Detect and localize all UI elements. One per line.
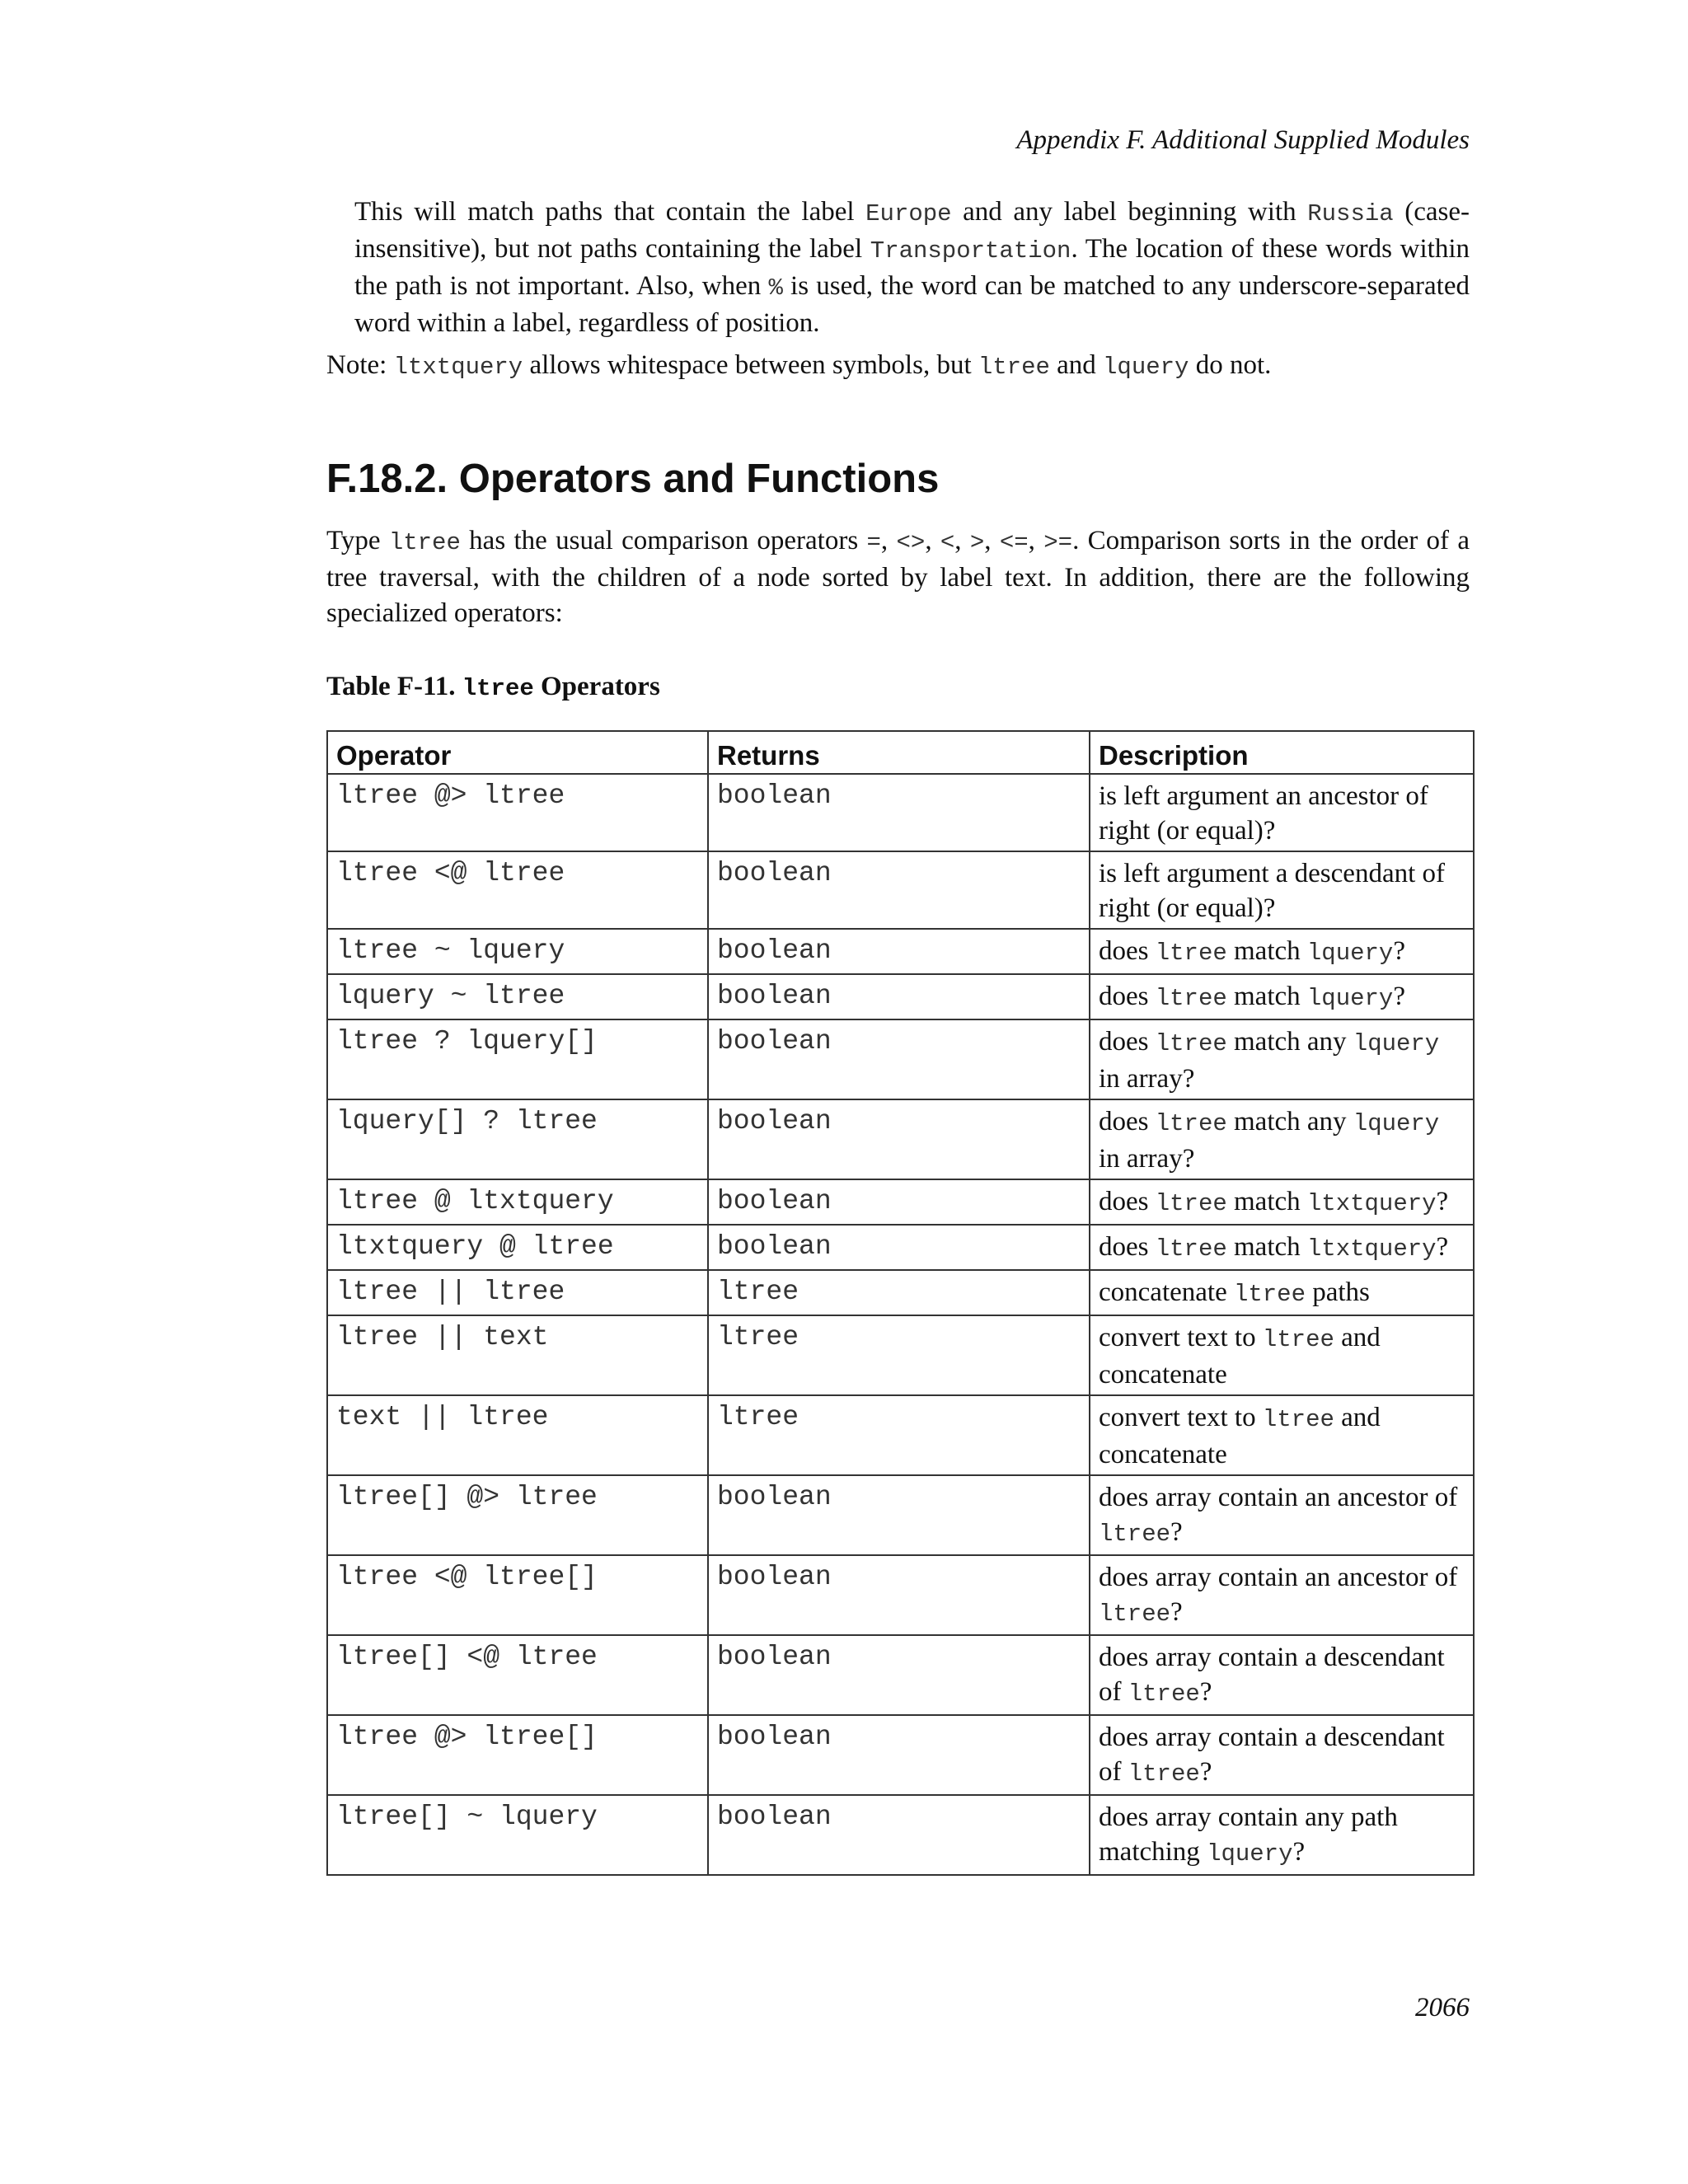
text-span: match any: [1226, 1027, 1353, 1057]
returns-cell: ltree: [708, 1315, 1090, 1395]
text-span: does array contain a descendant of: [1099, 1722, 1445, 1787]
code-span: ltree: [978, 354, 1050, 381]
text-span: ,: [925, 526, 940, 555]
operator-cell: ltree[] @> ltree: [327, 1475, 708, 1555]
text-span: ,: [880, 526, 897, 555]
code-span: %: [768, 274, 783, 302]
text-span: and any label beginning with: [951, 197, 1308, 227]
operator-cell: text || ltree: [327, 1395, 708, 1475]
column-header-returns: Returns: [708, 731, 1090, 774]
description-cell: [1090, 1395, 1474, 1475]
code-span: lquery: [1306, 940, 1394, 967]
text-span: ?: [1393, 936, 1405, 966]
text-span: match: [1226, 982, 1307, 1011]
text-span: Note:: [326, 350, 394, 380]
text-span: match: [1226, 1187, 1307, 1216]
table-row: [327, 774, 1474, 851]
text-span: does: [1099, 1232, 1156, 1262]
table-row: [327, 1019, 1474, 1099]
operator-cell: ltree || text: [327, 1315, 708, 1395]
description-cell: [1090, 1225, 1474, 1270]
table-title-prefix: Table F-11.: [326, 672, 462, 701]
table-header-row: [327, 731, 1474, 774]
table-row: [327, 1315, 1474, 1395]
text-span: ,: [984, 526, 1000, 555]
text-span: does: [1099, 1027, 1156, 1057]
description-cell: [1090, 1315, 1474, 1395]
code-span: ltree: [1128, 1760, 1200, 1788]
returns-cell: ltree: [708, 1395, 1090, 1475]
returns-cell: boolean: [708, 1555, 1090, 1635]
code-span: ltree: [1099, 1521, 1171, 1548]
text-span: ,: [1028, 526, 1044, 555]
returns-cell: boolean: [708, 929, 1090, 974]
table-row: [327, 1225, 1474, 1270]
text-span: is used, the word can be matched to any underscore-separated word within a label, regardless of position.: [354, 271, 1470, 338]
code-span: ltree: [1262, 1326, 1334, 1353]
text-span: ?: [1170, 1517, 1183, 1547]
table-row: [327, 1179, 1474, 1225]
table-row: [327, 1099, 1474, 1179]
returns-cell: boolean: [708, 774, 1090, 851]
column-header-operator: Operator: [327, 731, 708, 774]
code-span: ltree: [388, 529, 461, 556]
text-span: in array?: [1099, 1064, 1195, 1094]
returns-cell: boolean: [708, 1475, 1090, 1555]
operator-cell: lquery[] ? ltree: [327, 1099, 708, 1179]
code-span: ltree: [1155, 1030, 1227, 1057]
text-span: in array?: [1099, 1144, 1195, 1174]
code-span: lquery: [1207, 1840, 1293, 1868]
code-span: lquery: [1306, 985, 1394, 1012]
code-span: >: [969, 529, 985, 556]
code-span: ltxtquery: [1306, 1235, 1437, 1263]
table-row: [327, 1715, 1474, 1795]
text-span: This will match paths that contain the label: [354, 197, 866, 227]
operator-cell: ltree || ltree: [327, 1270, 708, 1315]
text-span: Type: [326, 526, 389, 555]
table-row: [327, 1395, 1474, 1475]
description-cell: [1090, 851, 1474, 929]
code-span: lquery: [1103, 354, 1189, 381]
description-cell: [1090, 1270, 1474, 1315]
column-header-description: Description: [1090, 731, 1474, 774]
text-span: ?: [1292, 1837, 1306, 1867]
text-span: concatenate: [1099, 1277, 1234, 1307]
text-span: and: [1049, 350, 1104, 380]
table-row: [327, 1555, 1474, 1635]
code-span: =: [866, 529, 881, 556]
table-row: [327, 1475, 1474, 1555]
code-span: <=: [999, 529, 1029, 556]
code-span: ltree: [1155, 940, 1227, 967]
text-span: match: [1226, 936, 1307, 966]
intro-paragraph: [326, 523, 1470, 631]
returns-cell: boolean: [708, 1225, 1090, 1270]
code-span: ltxtquery: [393, 354, 523, 381]
text-span: ,: [954, 526, 970, 555]
running-header: Appendix F. Additional Supplied Modules: [1016, 125, 1470, 155]
returns-cell: boolean: [708, 1019, 1090, 1099]
note-paragraph: [326, 348, 1480, 385]
returns-cell: boolean: [708, 1099, 1090, 1179]
text-span: and concatenate: [1099, 1323, 1381, 1390]
code-span: Russia: [1307, 200, 1394, 227]
returns-cell: boolean: [708, 1179, 1090, 1225]
text-span: ?: [1199, 1677, 1212, 1707]
text-span: has the usual comparison operators: [460, 526, 867, 555]
description-cell: [1090, 774, 1474, 851]
code-span: <: [940, 529, 955, 556]
text-span: does: [1099, 936, 1156, 966]
operator-cell: ltree ? lquery[]: [327, 1019, 708, 1099]
code-span: ltree: [1155, 1190, 1227, 1217]
operator-cell: ltree[] ~ lquery: [327, 1795, 708, 1875]
operator-cell: ltree @ ltxtquery: [327, 1179, 708, 1225]
code-span: ltree: [1155, 1110, 1227, 1137]
returns-cell: boolean: [708, 1715, 1090, 1795]
text-span: ?: [1436, 1232, 1449, 1262]
text-span: . The location of these words within the path is not important. Also, when: [354, 234, 1470, 301]
returns-cell: boolean: [708, 1795, 1090, 1875]
text-span: does: [1099, 1107, 1156, 1137]
text-span: convert text to: [1099, 1323, 1263, 1352]
text-span: ?: [1393, 982, 1405, 1011]
text-span: does: [1099, 1187, 1156, 1216]
text-span: paths: [1305, 1277, 1370, 1307]
page-number: 2066: [1415, 1993, 1470, 2022]
code-span: ltree: [1128, 1680, 1200, 1708]
operator-cell: ltree <@ ltree[]: [327, 1555, 708, 1635]
code-span: ltree: [1155, 1235, 1227, 1263]
section-title: F.18.2. Operators and Functions: [326, 457, 940, 501]
paragraph-label-matching: [354, 194, 1470, 341]
code-span: ltree: [1262, 1406, 1334, 1433]
table-row: [327, 929, 1474, 974]
text-span: is left argument a descendant of right (or equal)?: [1099, 859, 1445, 923]
operator-cell: ltxtquery @ ltree: [327, 1225, 708, 1270]
text-span: does array contain any path matching: [1099, 1802, 1398, 1867]
description-cell: [1090, 1099, 1474, 1179]
text-span: (case-insensitive), but not paths containing the label: [354, 197, 1470, 264]
operator-cell: ltree[] <@ ltree: [327, 1635, 708, 1715]
table-row: [327, 974, 1474, 1019]
description-cell: [1090, 1635, 1474, 1715]
code-span: <>: [896, 529, 926, 556]
description-cell: [1090, 1715, 1474, 1795]
description-cell: [1090, 974, 1474, 1019]
text-span: allows whitespace between symbols, but: [523, 350, 978, 380]
text-span: is left argument an ancestor of right (or equal)?: [1099, 781, 1428, 846]
code-span: Transportation: [870, 237, 1071, 265]
description-cell: [1090, 929, 1474, 974]
description-cell: [1090, 1475, 1474, 1555]
operator-cell: ltree @> ltree: [327, 774, 708, 851]
text-span: . Comparison sorts in the order of a tree traversal, with the children of a node sorted by label text. In addition, there are the following specialized operators:: [326, 526, 1470, 628]
text-span: ?: [1170, 1597, 1183, 1627]
description-cell: [1090, 1555, 1474, 1635]
code-span: ltxtquery: [1306, 1190, 1437, 1217]
text-span: does array contain an ancestor of: [1099, 1563, 1458, 1592]
table-title-suffix: Operators: [533, 672, 660, 701]
description-cell: [1090, 1179, 1474, 1225]
operator-cell: lquery ~ ltree: [327, 974, 708, 1019]
text-span: do not.: [1189, 350, 1272, 380]
returns-cell: boolean: [708, 974, 1090, 1019]
text-span: match: [1226, 1232, 1307, 1262]
operator-cell: ltree <@ ltree: [327, 851, 708, 929]
table-title: [326, 672, 660, 702]
code-span: >=: [1043, 529, 1073, 556]
text-span: convert text to: [1099, 1403, 1263, 1432]
code-span: ltree: [1155, 985, 1227, 1012]
description-cell: [1090, 1795, 1474, 1875]
text-span: and concatenate: [1099, 1403, 1381, 1469]
returns-cell: ltree: [708, 1270, 1090, 1315]
code-span: ltree: [1099, 1601, 1171, 1628]
table-row: [327, 851, 1474, 929]
table-title-code: ltree: [462, 675, 534, 702]
code-span: Europe: [865, 200, 952, 227]
description-cell: [1090, 1019, 1474, 1099]
returns-cell: boolean: [708, 851, 1090, 929]
table-body: [327, 774, 1474, 1875]
table-row: [327, 1795, 1474, 1875]
text-span: ?: [1199, 1757, 1212, 1787]
text-span: does: [1099, 982, 1156, 1011]
operator-cell: ltree ~ lquery: [327, 929, 708, 974]
code-span: lquery: [1353, 1030, 1440, 1057]
code-span: ltree: [1233, 1281, 1306, 1308]
table-row: [327, 1635, 1474, 1715]
text-span: ?: [1436, 1187, 1449, 1216]
returns-cell: boolean: [708, 1635, 1090, 1715]
ltree-operators-table: [326, 730, 1475, 1876]
text-span: does array contain an ancestor of: [1099, 1483, 1458, 1512]
table-row: [327, 1270, 1474, 1315]
text-span: match any: [1226, 1107, 1353, 1137]
operator-cell: ltree @> ltree[]: [327, 1715, 708, 1795]
code-span: lquery: [1353, 1110, 1440, 1137]
text-span: does array contain a descendant of: [1099, 1643, 1445, 1707]
